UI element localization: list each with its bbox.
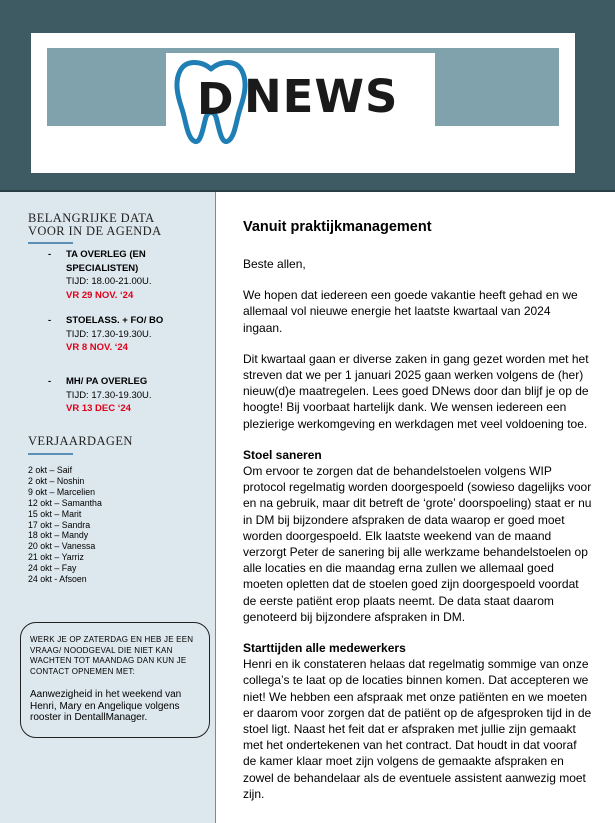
list-item: 12 okt – Samantha xyxy=(28,497,102,508)
agenda-title-cont: SPECIALISTEN) xyxy=(66,262,139,274)
agenda-title: STOELASS. + FO/ BO xyxy=(66,315,164,326)
dnews-logo xyxy=(166,53,435,150)
header-frame xyxy=(31,33,575,173)
greeting: Beste allen, xyxy=(243,257,306,271)
section-starttijden xyxy=(243,640,593,802)
list-item: 20 okt – Vanessa xyxy=(28,541,96,552)
weekend-contact-callout xyxy=(20,622,210,738)
agenda-time: TIJD: 18.00-21.00U. xyxy=(66,276,152,287)
birthday-list xyxy=(28,465,102,585)
agenda-date: VR 8 NOV. ‘24 xyxy=(66,342,128,353)
header-banner xyxy=(0,0,615,192)
agenda-heading xyxy=(28,212,162,238)
section-stoel-saneren xyxy=(243,447,593,625)
section-title: Starttijden alle medewerkers xyxy=(243,641,406,656)
agenda-time: TIJD: 17.30-19.30U. xyxy=(66,328,152,340)
birthday-heading-rule xyxy=(28,453,73,455)
list-dash: - xyxy=(48,315,52,326)
paragraph: Dit kwartaal gaan er diverse zaken in gang gezet worden met het streven dat we per 1 januari 2025 gaan werken volgens de (her) nieuw(d)e maatregelen. Lees goed DNews door dan blijf je op de hoogte! Bij voorbaat hartelijk dank. We wensen iedereen een plezierige werkomgeving en werkdagen met veel voldoening toe. xyxy=(243,351,589,431)
agenda-title: MH/ PA OVERLEG xyxy=(66,376,148,387)
birthday-heading: VERJAARDAGEN xyxy=(28,434,133,448)
list-item: 9 okt – Marcelien xyxy=(28,486,95,497)
logo-wordmark: NEWS xyxy=(244,70,399,123)
section-body: Om ervoor te zorgen dat de behandelstoelen volgens WIP protocol regelmatig worden doorgespoeld (sowieso dagelijks voor en na gebruik, maar dit betreft de ‘grote’ doorspoeling) staat er nu in DM bij bijzondere afspraken de data waarop er goed moet worden doorgespoeld. Elk laatste weekend van de maand verzorgt Peter de sanering bij alle werkzame behandelstoelen op alle locaties en die maandag erna zullen we allemaal goed moeten opletten dat de stoelen goed zijn doorgespoeld voordat de eerste patiënt erop plaats neemt. De data staat daarom genoteerd bij bijzondere afspraken in DM. xyxy=(243,464,592,624)
logo-letter: D xyxy=(197,74,234,125)
list-item: 24 okt – Fay xyxy=(28,563,77,574)
agenda-date: VR 13 DEC ‘24 xyxy=(66,403,131,414)
article-title: Vanuit praktijkmanagement xyxy=(243,219,432,235)
agenda-time: TIJD: 17.30-19.30U. xyxy=(66,389,152,401)
list-item: 17 okt – Sandra xyxy=(28,519,91,530)
callout-note: Aanwezigheid in het weekend van Henri, Mary en Angelique volgens rooster in DentallManager. xyxy=(30,689,182,723)
list-dash: - xyxy=(48,249,52,260)
agenda-date: VR 29 NOV. ‘24 xyxy=(66,289,134,301)
list-dash: - xyxy=(48,376,52,387)
sidebar xyxy=(0,192,216,823)
callout-caps-text: WERK JE OP ZATERDAG EN HEB JE EEN VRAAG/ NOODGEVAL DIE NIET KAN WACHTEN TOT MAANDAG DAN KUN JE CONTACT OPNEMEN MET: xyxy=(30,635,194,676)
section-body: Henri en ik constateren helaas dat regelmatig sommige van onze collega’s te laat op de locaties binnen komen. Dat accepteren we niet! We hebben een afspraak met onze patiënten en we moeten er daarom voor zorgen dat de patiënt op de afgesproken tijd in de stoel ligt. Naast het feit dat er afspraken met jullie zijn gemaakt met het ondertekenen van het contract. Dat houdt in dat vooraf de kamer klaar moet zijn volgens de gemaakte afspraken en zowel de behandelaar als de eventuele assistent aanwezig moet zijn. xyxy=(243,657,592,801)
section-title: Stoel saneren xyxy=(243,447,322,462)
list-item: 18 okt – Mandy xyxy=(28,530,89,541)
list-item: 2 okt – Noshin xyxy=(28,475,85,486)
agenda-heading-line-1: BELANGRIJKE DATA xyxy=(28,211,155,225)
list-item: 24 okt - Afsoen xyxy=(28,574,87,585)
agenda-title: TA OVERLEG (EN xyxy=(66,249,146,260)
paragraph: We hopen dat iedereen een goede vakantie heeft gehad en we allemaal vol nieuwe energie het laatste kwartaal van 2024 ingaan. xyxy=(243,288,578,335)
list-item: 15 okt – Marit xyxy=(28,508,82,519)
main-article xyxy=(243,218,593,817)
list-item: 2 okt – Saif xyxy=(28,465,73,475)
agenda-heading-rule xyxy=(28,242,73,244)
list-item: 21 okt – Yarriz xyxy=(28,552,84,563)
agenda-heading-line-2: VOOR IN DE AGENDA xyxy=(28,224,162,238)
